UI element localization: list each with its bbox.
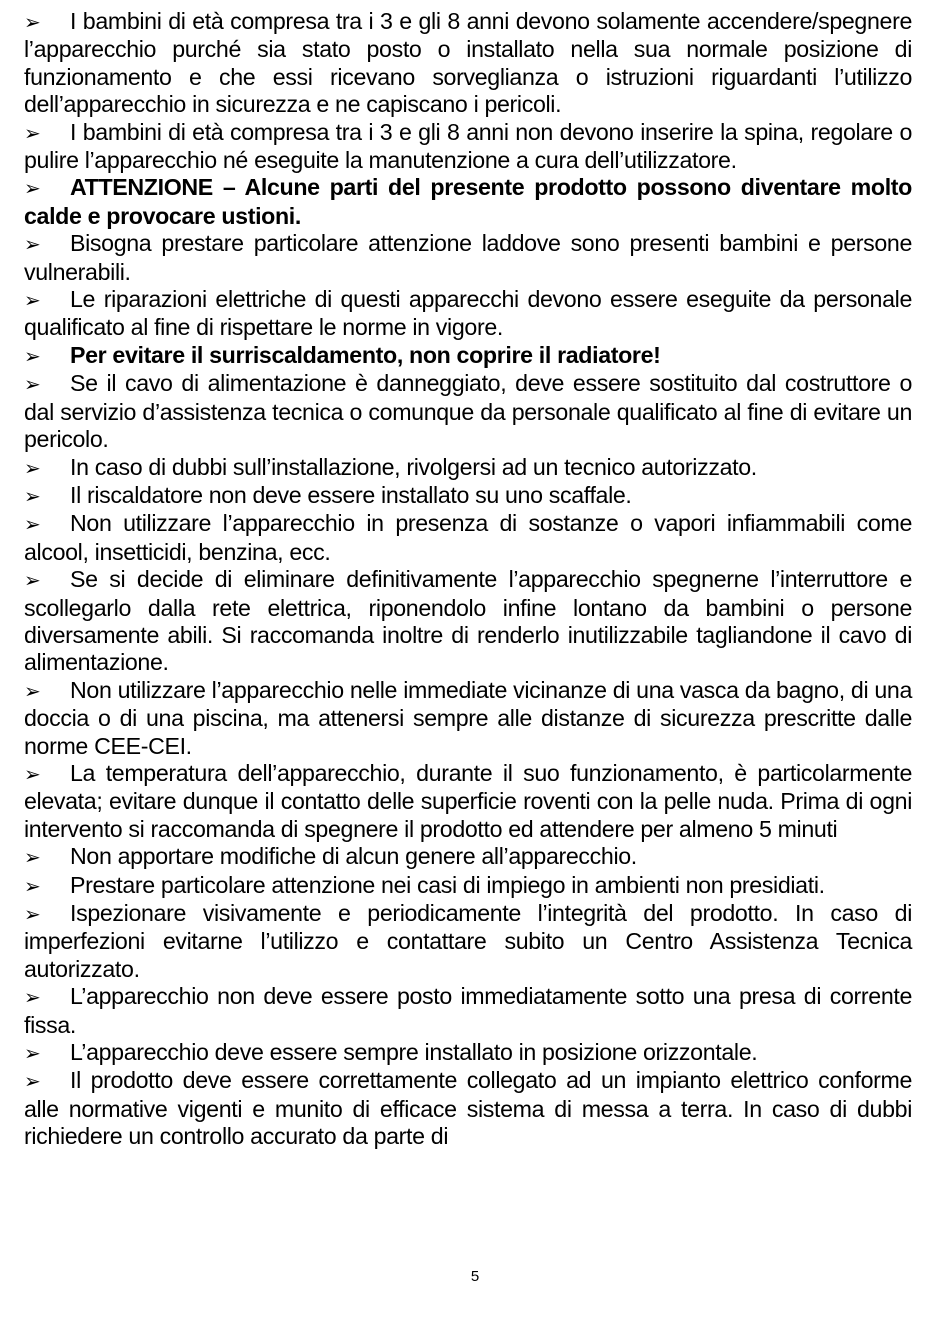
list-item	[24, 900, 912, 983]
list-item-text: I bambini di età compresa tra i 3 e gli 8 anni non devono inserire la spina, regolare o pulire l’apparecchio né eseguite la manutenzione a cura dell’utilizzatore.	[24, 118, 912, 174]
list-item-text: Per evitare il surriscaldamento, non coprire il radiatore!	[70, 341, 661, 368]
arrow-bullet-icon: ➢	[24, 288, 41, 313]
arrow-bullet-icon: ➢	[24, 372, 41, 397]
list-item	[24, 119, 912, 175]
page-number: 5	[470, 1268, 480, 1285]
list-item-text: Il riscaldatore non deve essere installato su uno scaffale.	[70, 481, 632, 508]
arrow-bullet-icon: ➢	[24, 120, 41, 145]
arrow-bullet-icon: ➢	[24, 1069, 41, 1094]
document-page	[24, 8, 912, 1151]
list-item	[24, 1039, 912, 1067]
list-item-text: Ispezionare visivamente e periodicamente l’integrità del prodotto. In caso di imperfezioni evitarne l’utilizzo e contattare subito un Centro Assistenza Tecnica autorizzato.	[24, 900, 912, 982]
list-item-text: L’apparecchio non deve essere posto immediatamente sotto una presa di corrente fissa.	[24, 983, 912, 1038]
list-item-text: Se il cavo di alimentazione è danneggiato, deve essere sostituito dal costruttore o dal servizio d’assistenza tecnica o comunque da personale qualificato al fine di evitare un pericolo.	[24, 370, 912, 453]
list-item-text: Il prodotto deve essere correttamente collegato ad un impianto elettrico conforme alle normative vigenti e munito di efficace sistema di messa a terra. In caso di dubbi richiedere un controllo accurato da parte di	[24, 1067, 912, 1150]
list-item	[24, 872, 912, 900]
arrow-bullet-icon: ➢	[24, 902, 41, 926]
arrow-bullet-icon: ➢	[24, 985, 41, 1010]
list-item-text: Prestare particolare attenzione nei casi di impiego in ambienti non presidiati.	[70, 871, 825, 898]
list-item	[24, 843, 912, 871]
list-item-text: ATTENZIONE – Alcune parti del presente prodotto possono diventare molto calde e provocare ustioni.	[24, 174, 912, 229]
list-item	[24, 983, 912, 1039]
list-item	[24, 566, 912, 677]
list-item	[24, 8, 912, 119]
arrow-bullet-icon: ➢	[24, 343, 41, 368]
list-item-text: Non utilizzare l’apparecchio in presenza di sostanze o vapori infiammabili come alcool, insetticidi, benzina, ecc.	[24, 510, 912, 565]
list-item	[24, 370, 912, 453]
list-item	[24, 454, 912, 482]
arrow-bullet-icon: ➢	[24, 10, 41, 34]
list-item	[24, 342, 912, 370]
list-item-text: Bisogna prestare particolare attenzione laddove sono presenti bambini e persone vulnerabili.	[24, 230, 912, 285]
arrow-bullet-icon: ➢	[24, 1041, 41, 1066]
arrow-bullet-icon: ➢	[24, 455, 41, 480]
arrow-bullet-icon: ➢	[24, 761, 41, 786]
arrow-bullet-icon: ➢	[24, 483, 41, 508]
arrow-bullet-icon: ➢	[24, 845, 41, 870]
arrow-bullet-icon: ➢	[24, 873, 41, 898]
list-item	[24, 510, 912, 566]
list-item	[24, 286, 912, 342]
list-item	[24, 1067, 912, 1150]
arrow-bullet-icon: ➢	[24, 568, 41, 593]
list-item	[24, 760, 912, 843]
list-item-text: I bambini di età compresa tra i 3 e gli 8 anni devono solamente accendere/spegnere l’apparecchio purché sia stato posto o installato nella sua normale posizione di funzionamento e che essi ricevano sorveglianza o istruzioni riguardanti l’utilizzo dell’apparecchio in sicurezza e ne capiscano i pericoli.	[24, 8, 912, 118]
list-item	[24, 230, 912, 286]
list-item	[24, 482, 912, 510]
list-item-text: Le riparazioni elettriche di questi apparecchi devono essere eseguite da personale qualificato al fine di rispettare le norme in vigore.	[24, 286, 912, 341]
list-item-text: Se si decide di eliminare definitivamente l’apparecchio spegnerne l’interruttore e scollegarlo dalla rete elettrica, riponendolo infine lontano da bambini o persone diversamente abili. Si raccomanda inoltre di renderlo inutilizzabile tagliandone il cavo di alimentazione.	[24, 566, 912, 676]
list-item-text: Non utilizzare l’apparecchio nelle immediate vicinanze di una vasca da bagno, di una doccia o di una piscina, ma attenersi sempre alle distanze di sicurezza prescritte dalle norme CEE-CEI.	[24, 676, 912, 759]
list-item-text: La temperatura dell’apparecchio, durante il suo funzionamento, è particolarmente elevata; evitare dunque il contatto delle superficie roventi con la pelle nuda. Prima di ogni intervento si raccomanda di spegnere il prodotto ed attendere per almeno 5 minuti	[24, 759, 912, 842]
arrow-bullet-icon: ➢	[24, 176, 41, 201]
list-item-text: L’apparecchio deve essere sempre installato in posizione orizzontale.	[70, 1039, 758, 1066]
list-item-text: In caso di dubbi sull’installazione, rivolgersi ad un tecnico autorizzato.	[70, 453, 757, 480]
arrow-bullet-icon: ➢	[24, 678, 41, 703]
list-item	[24, 174, 912, 230]
list-item	[24, 677, 912, 760]
arrow-bullet-icon: ➢	[24, 232, 41, 257]
list-item-text: Non apportare modifiche di alcun genere all’apparecchio.	[70, 843, 637, 870]
arrow-bullet-icon: ➢	[24, 512, 41, 537]
